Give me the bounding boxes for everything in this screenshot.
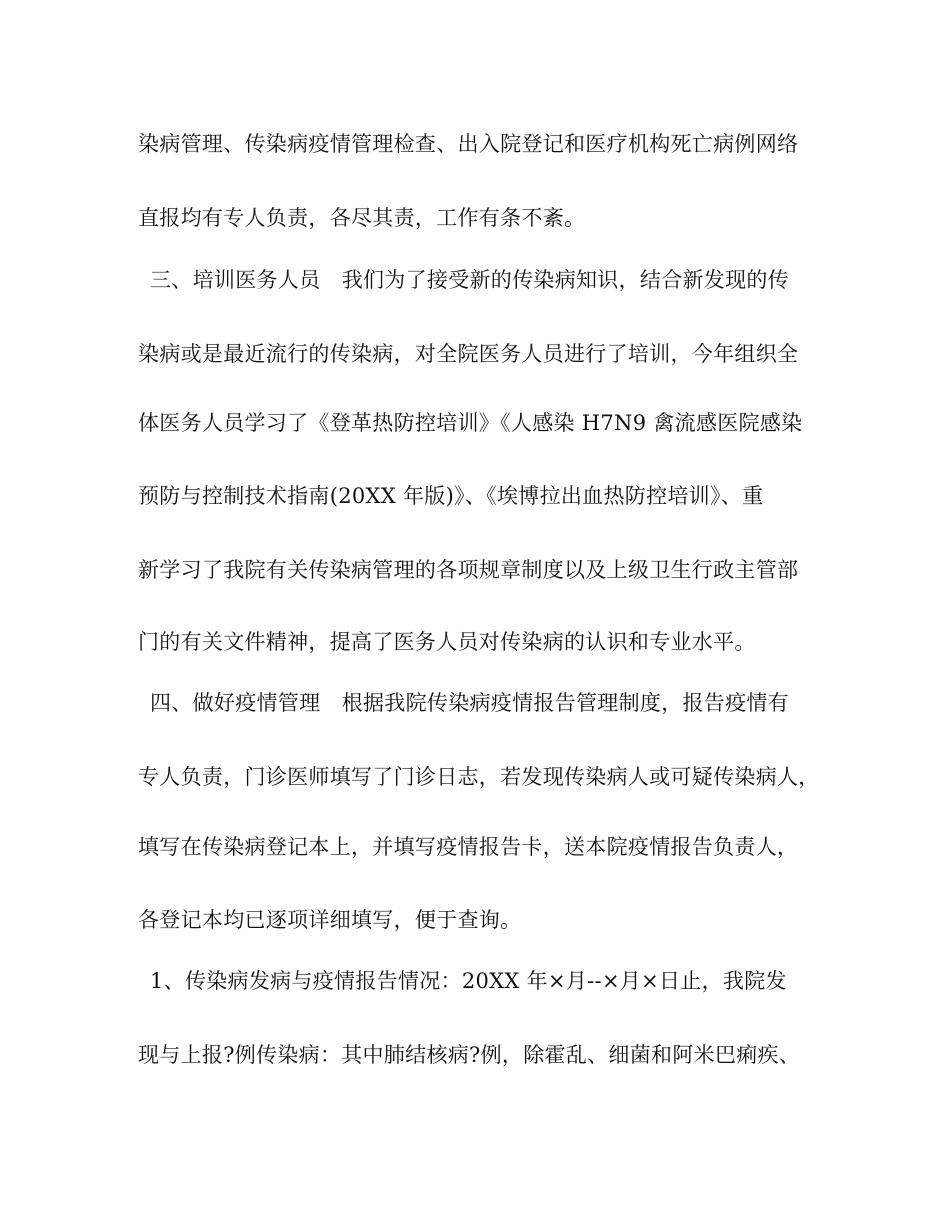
text-line: 直报均有专人负责，各尽其责，工作有条不紊。: [138, 206, 586, 230]
text-line: 体医务人员学习了《登革热防控培训》《人感染 H7N9 禽流感医院感染: [138, 411, 803, 435]
text-line: 新学习了我院有关传染病管理的各项规章制度以及上级卫生行政主管部: [138, 558, 799, 582]
text-line: 预防与控制技术指南(20XX 年版)》、《埃博拉出血热防控培训》、重: [138, 484, 764, 508]
text-line: 填写在传染病登记本上，并填写疫情报告卡，送本院疫情报告负责人，: [138, 835, 799, 859]
list-item-line: 1、传染病发病与疫情报告情况：20XX 年×月--×月×日止，我院发: [150, 969, 787, 993]
text-line: 专人负责，门诊医师填写了门诊日志，若发现传染病人或可疑传染病人，: [138, 765, 820, 789]
text-line: 染病或是最近流行的传染病，对全院医务人员进行了培训，今年组织全: [138, 342, 799, 366]
text-line: 染病管理、传染病疫情管理检查、出入院登记和医疗机构死亡病例网络: [138, 132, 799, 156]
text-line: 各登记本均已逐项详细填写，便于查询。: [138, 908, 522, 932]
section-heading-line: 三、培训医务人员 我们为了接受新的传染病知识，结合新发现的传: [150, 268, 789, 292]
section-heading-line: 四、做好疫情管理 根据我院传染病疫情报告管理制度，报告疫情有: [150, 691, 789, 715]
text-line: 门的有关文件精神，提高了医务人员对传染病的认识和专业水平。: [138, 630, 756, 654]
text-line: 现与上报?例传染病：其中肺结核病?例，除霍乱、细菌和阿米巴痢疾、: [138, 1043, 801, 1067]
